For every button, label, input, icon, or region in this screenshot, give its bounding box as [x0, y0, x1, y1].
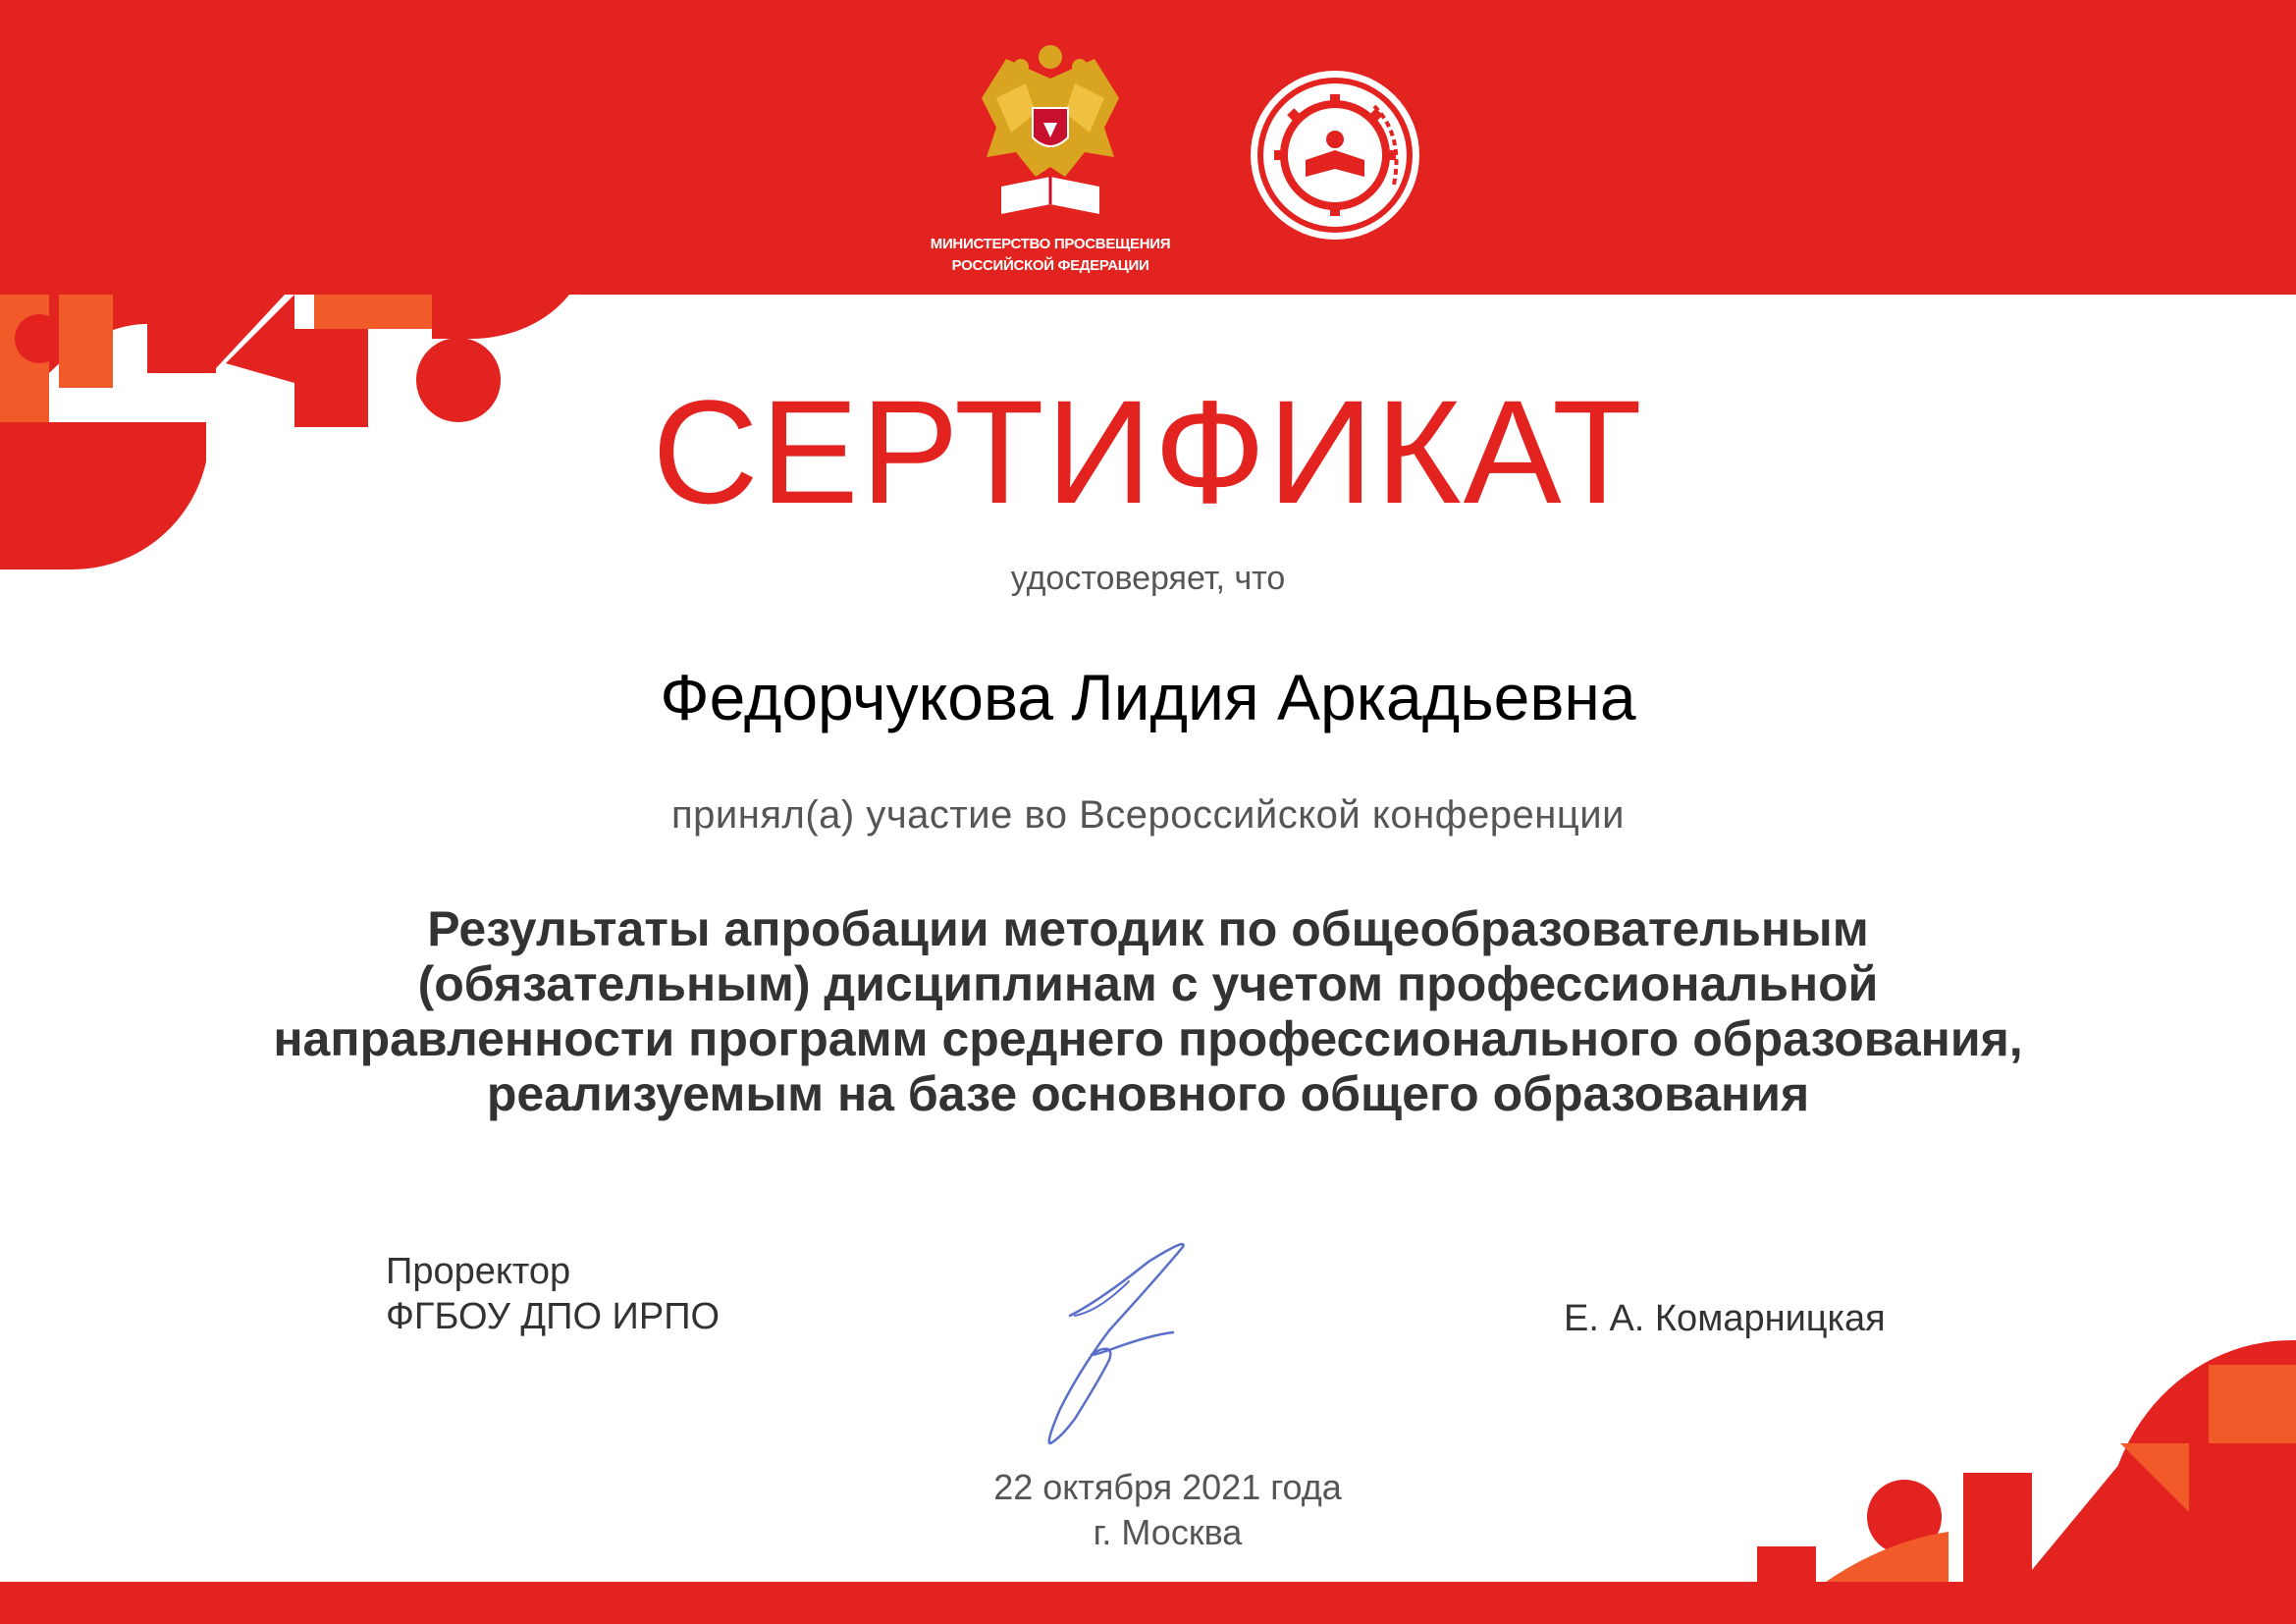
- ministry-name: [913, 234, 1188, 277]
- signatory-name: Е. А. Комарницкая: [1564, 1298, 1886, 1339]
- footer-band: [0, 1582, 2296, 1624]
- participation-text: принял(а) участие во Всероссийской конференции: [671, 793, 1625, 837]
- conference-topic: [137, 901, 2159, 1121]
- handwritten-signature: [1001, 1222, 1217, 1458]
- recipient-name: Федорчукова Лидия Аркадьевна: [660, 661, 1636, 733]
- certificate-title: СЕРТИФИКАТ: [652, 369, 1644, 534]
- russian-coat-of-arms-icon: [937, 39, 1163, 221]
- ministry-name-line2: РОССИЙСКОЙ ФЕДЕРАЦИИ: [951, 257, 1149, 274]
- topic-line: Результаты апробации методик по общеобразовательным: [427, 901, 1869, 956]
- certifies-text: удостоверяет, что: [1010, 560, 1286, 597]
- position-title: Проректор: [386, 1251, 571, 1292]
- issue-info: [0, 1465, 2296, 1555]
- organization-name: ФГБОУ ДПО ИРПО: [386, 1296, 721, 1337]
- ministry-name-line1: МИНИСТЕРСТВО ПРОСВЕЩЕНИЯ: [930, 236, 1171, 252]
- issue-city: г. Москва: [1093, 1512, 1243, 1552]
- ministry-logo: [913, 39, 1188, 274]
- topic-line: реализуемым на базе основного общего образования: [486, 1066, 1810, 1121]
- topic-line: (обязательным) дисциплинам с учетом профессиональной: [417, 956, 1879, 1011]
- institute-seal-icon: [1247, 67, 1423, 244]
- issue-date: 22 октября 2021 года: [993, 1467, 1342, 1507]
- signatory-position: [386, 1249, 720, 1339]
- topic-line: направленности программ среднего профессионального образования,: [273, 1011, 2023, 1066]
